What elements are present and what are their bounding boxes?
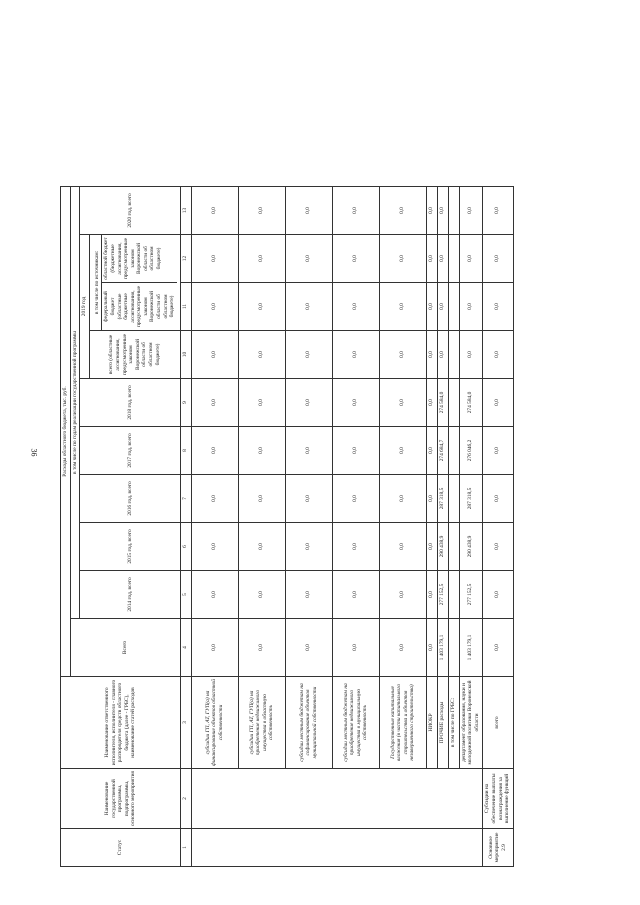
value-cell: 287 318,5 (437, 475, 448, 523)
value-cell: 0,0 (238, 331, 285, 379)
value-cell: 276 046,2 (459, 427, 482, 475)
header-expenses: Расходы областного бюджета, тыс. руб. (61, 187, 71, 677)
value-cell: 0,0 (379, 475, 426, 523)
table-row (379, 187, 426, 867)
value-cell: 0,0 (332, 187, 379, 235)
value-cell: 0,0 (426, 523, 437, 571)
value-cell: 0,0 (191, 235, 238, 283)
table-row (437, 187, 448, 867)
column-number: 6 (180, 523, 191, 571)
value-cell: 0,0 (332, 283, 379, 331)
value-cell: 0,0 (238, 283, 285, 331)
column-number: 2 (180, 769, 191, 829)
value-cell: 0,0 (379, 523, 426, 571)
value-cell (448, 427, 459, 475)
value-cell: 0,0 (238, 379, 285, 427)
value-cell: 0,0 (285, 235, 332, 283)
table-row (459, 187, 482, 867)
value-cell: 0,0 (285, 475, 332, 523)
value-cell (448, 619, 459, 677)
value-cell: 274 684,7 (437, 427, 448, 475)
value-cell: 0,0 (332, 331, 379, 379)
value-cell: 0,0 (426, 331, 437, 379)
value-cell: 0,0 (426, 571, 437, 619)
header-2020: 2020 год, всего (80, 187, 181, 235)
value-cell: 290 438,9 (459, 523, 482, 571)
value-cell: 0,0 (191, 619, 238, 677)
header-program: Наименование государственной программы, подпрограммы, основного мероприятия (61, 769, 181, 829)
value-cell: 0,0 (379, 331, 426, 379)
table-row (332, 187, 379, 867)
header-status: Статус (61, 829, 181, 867)
row-label: субсидии местным бюджетам на приобретение недвижимого имущества в муниципальную собственность (332, 677, 379, 769)
value-cell: 0,0 (285, 283, 332, 331)
value-cell: 0,0 (379, 283, 426, 331)
value-cell: 0,0 (459, 331, 482, 379)
header-2019-total: всего (областные ассигнования, предусмотренные законом Воронежской области об областном бюджете) (89, 331, 180, 379)
value-cell: 0,0 (191, 379, 238, 427)
value-cell: 0,0 (482, 523, 513, 571)
row-label: департамент образования, науки и молодежной политики Воронежской области (459, 677, 482, 769)
status-cell (191, 829, 482, 867)
value-cell: 290 438,9 (437, 523, 448, 571)
row-label: субсидии ГП, АТ, ГУП(а) на финансирование объектов областной собственности (191, 677, 238, 769)
value-cell: 0,0 (238, 427, 285, 475)
value-cell: 0,0 (191, 331, 238, 379)
column-number: 3 (180, 677, 191, 769)
value-cell: 0,0 (426, 235, 437, 283)
header-2015: 2015 год, всего (80, 523, 181, 571)
value-cell: 287 318,5 (459, 475, 482, 523)
value-cell: 0,0 (238, 235, 285, 283)
value-cell (448, 283, 459, 331)
value-cell: 0,0 (426, 283, 437, 331)
main-event-row (482, 187, 513, 867)
value-cell: 0,0 (238, 187, 285, 235)
header-by-sources: в том числе по источникам: (93, 250, 100, 315)
header-executor: Наименование ответственного исполнителя, исполнителя - главного распорядителя средств областного бюджета (далее - ГРБС), наименование статей расходов (61, 677, 181, 769)
row-label: Государственные капитальные вложения (в части капитального строительства и объектов незавершенного строительства) (379, 677, 426, 769)
value-cell: 0,0 (379, 235, 426, 283)
column-number: 7 (180, 475, 191, 523)
main-event-label: всего (482, 677, 513, 769)
value-cell: 274 584,0 (437, 379, 448, 427)
value-cell: 0,0 (332, 235, 379, 283)
value-cell: 0,0 (332, 475, 379, 523)
value-cell: 0,0 (285, 331, 332, 379)
value-cell: 0,0 (482, 331, 513, 379)
value-cell: 0,0 (238, 571, 285, 619)
column-number: 13 (180, 187, 191, 235)
value-cell: 0,0 (426, 187, 437, 235)
row-label: ПРОЧИЕ расходы (437, 677, 448, 769)
value-cell: 0,0 (332, 523, 379, 571)
header-by-years: в том числе по годам реализации государственной программы (70, 187, 80, 619)
column-numbers-row (180, 187, 191, 867)
value-cell: 0,0 (482, 235, 513, 283)
value-cell: 274 584,0 (459, 379, 482, 427)
value-cell: 0,0 (459, 283, 482, 331)
header-2014: 2014 год, всего (80, 571, 181, 619)
main-event-status: Основное мероприятие 2.9 (482, 829, 513, 867)
value-cell: 0,0 (379, 619, 426, 677)
column-number: 10 (180, 331, 191, 379)
value-cell: 0,0 (459, 235, 482, 283)
value-cell: 0,0 (426, 475, 437, 523)
column-number: 11 (180, 283, 191, 331)
header-2016: 2016 год, всего (80, 475, 181, 523)
value-cell: 1 403 179,1 (437, 619, 448, 677)
table-row (448, 187, 459, 867)
value-cell: 0,0 (191, 427, 238, 475)
value-cell: 0,0 (379, 571, 426, 619)
value-cell: 0,0 (482, 475, 513, 523)
value-cell: 0,0 (482, 427, 513, 475)
value-cell: 0,0 (459, 187, 482, 235)
column-number: 5 (180, 571, 191, 619)
value-cell: 1 403 179,1 (459, 619, 482, 677)
page-number: 36 (29, 448, 39, 457)
row-label: в том числе по ГРБС: (448, 677, 459, 769)
value-cell (448, 571, 459, 619)
value-cell: 0,0 (191, 283, 238, 331)
header-2017: 2017 год, всего (80, 427, 181, 475)
header-sources-block (89, 235, 180, 331)
value-cell: 0,0 (482, 379, 513, 427)
row-label: НИОКР (426, 677, 437, 769)
value-cell: 0,0 (238, 523, 285, 571)
column-number: 12 (180, 235, 191, 283)
row-label: субсидии ГП, АТ, ГУП(а) на приобретение недвижимого имущества в областную собственность (238, 677, 285, 769)
value-cell: 0,0 (191, 523, 238, 571)
value-cell: 0,0 (238, 475, 285, 523)
value-cell: 0,0 (379, 379, 426, 427)
value-cell (448, 475, 459, 523)
value-cell: 0,0 (482, 571, 513, 619)
value-cell: 0,0 (437, 187, 448, 235)
value-cell: 0,0 (482, 187, 513, 235)
value-cell: 0,0 (482, 283, 513, 331)
value-cell: 0,0 (426, 379, 437, 427)
header-total: Всего (70, 619, 180, 677)
value-cell: 0,0 (482, 619, 513, 677)
column-number: 1 (180, 829, 191, 867)
value-cell (448, 235, 459, 283)
value-cell: 0,0 (332, 571, 379, 619)
column-number: 9 (180, 379, 191, 427)
value-cell (448, 331, 459, 379)
value-cell: 0,0 (285, 571, 332, 619)
header-2019: 2019 год (80, 235, 90, 379)
value-cell (448, 187, 459, 235)
value-cell: 0,0 (379, 427, 426, 475)
value-cell: 0,0 (285, 379, 332, 427)
value-cell: 0,0 (285, 427, 332, 475)
value-cell: 0,0 (332, 619, 379, 677)
value-cell: 0,0 (332, 379, 379, 427)
value-cell: 0,0 (426, 619, 437, 677)
value-cell: 0,0 (437, 283, 448, 331)
value-cell (448, 379, 459, 427)
value-cell: 277 152,5 (459, 571, 482, 619)
column-number: 8 (180, 427, 191, 475)
main-event-name: Субсидии на обеспечение выплаты вознаграждения за выполнение функций (482, 769, 513, 829)
table-row (191, 187, 238, 867)
table-row (285, 187, 332, 867)
column-number: 4 (180, 619, 191, 677)
value-cell: 0,0 (285, 187, 332, 235)
value-cell: 277 152,5 (437, 571, 448, 619)
program-cell (191, 769, 482, 829)
table-row (426, 187, 437, 867)
value-cell: 0,0 (238, 619, 285, 677)
value-cell: 0,0 (191, 187, 238, 235)
row-label: субсидии местным бюджетам на софинансирование объектов муниципальной собственности (285, 677, 332, 769)
header-federal: федеральный бюджет (областные бюджетные ассигнования, предусмотренные законом Воронежской области об областном бюджете) (102, 282, 177, 330)
value-cell: 0,0 (285, 619, 332, 677)
value-cell: 0,0 (426, 427, 437, 475)
value-cell (448, 523, 459, 571)
value-cell: 0,0 (437, 235, 448, 283)
value-cell: 0,0 (191, 475, 238, 523)
value-cell: 0,0 (191, 571, 238, 619)
value-cell: 0,0 (285, 523, 332, 571)
header-2018: 2018 год, всего (80, 379, 181, 427)
table-row (238, 187, 285, 867)
value-cell: 0,0 (332, 427, 379, 475)
value-cell: 0,0 (379, 187, 426, 235)
budget-table (60, 186, 514, 867)
value-cell: 0,0 (437, 331, 448, 379)
header-regional: областной бюджет (бюджетные ассигнования, предусмотренные законом Воронежской области об областном бюджете) (103, 237, 163, 280)
